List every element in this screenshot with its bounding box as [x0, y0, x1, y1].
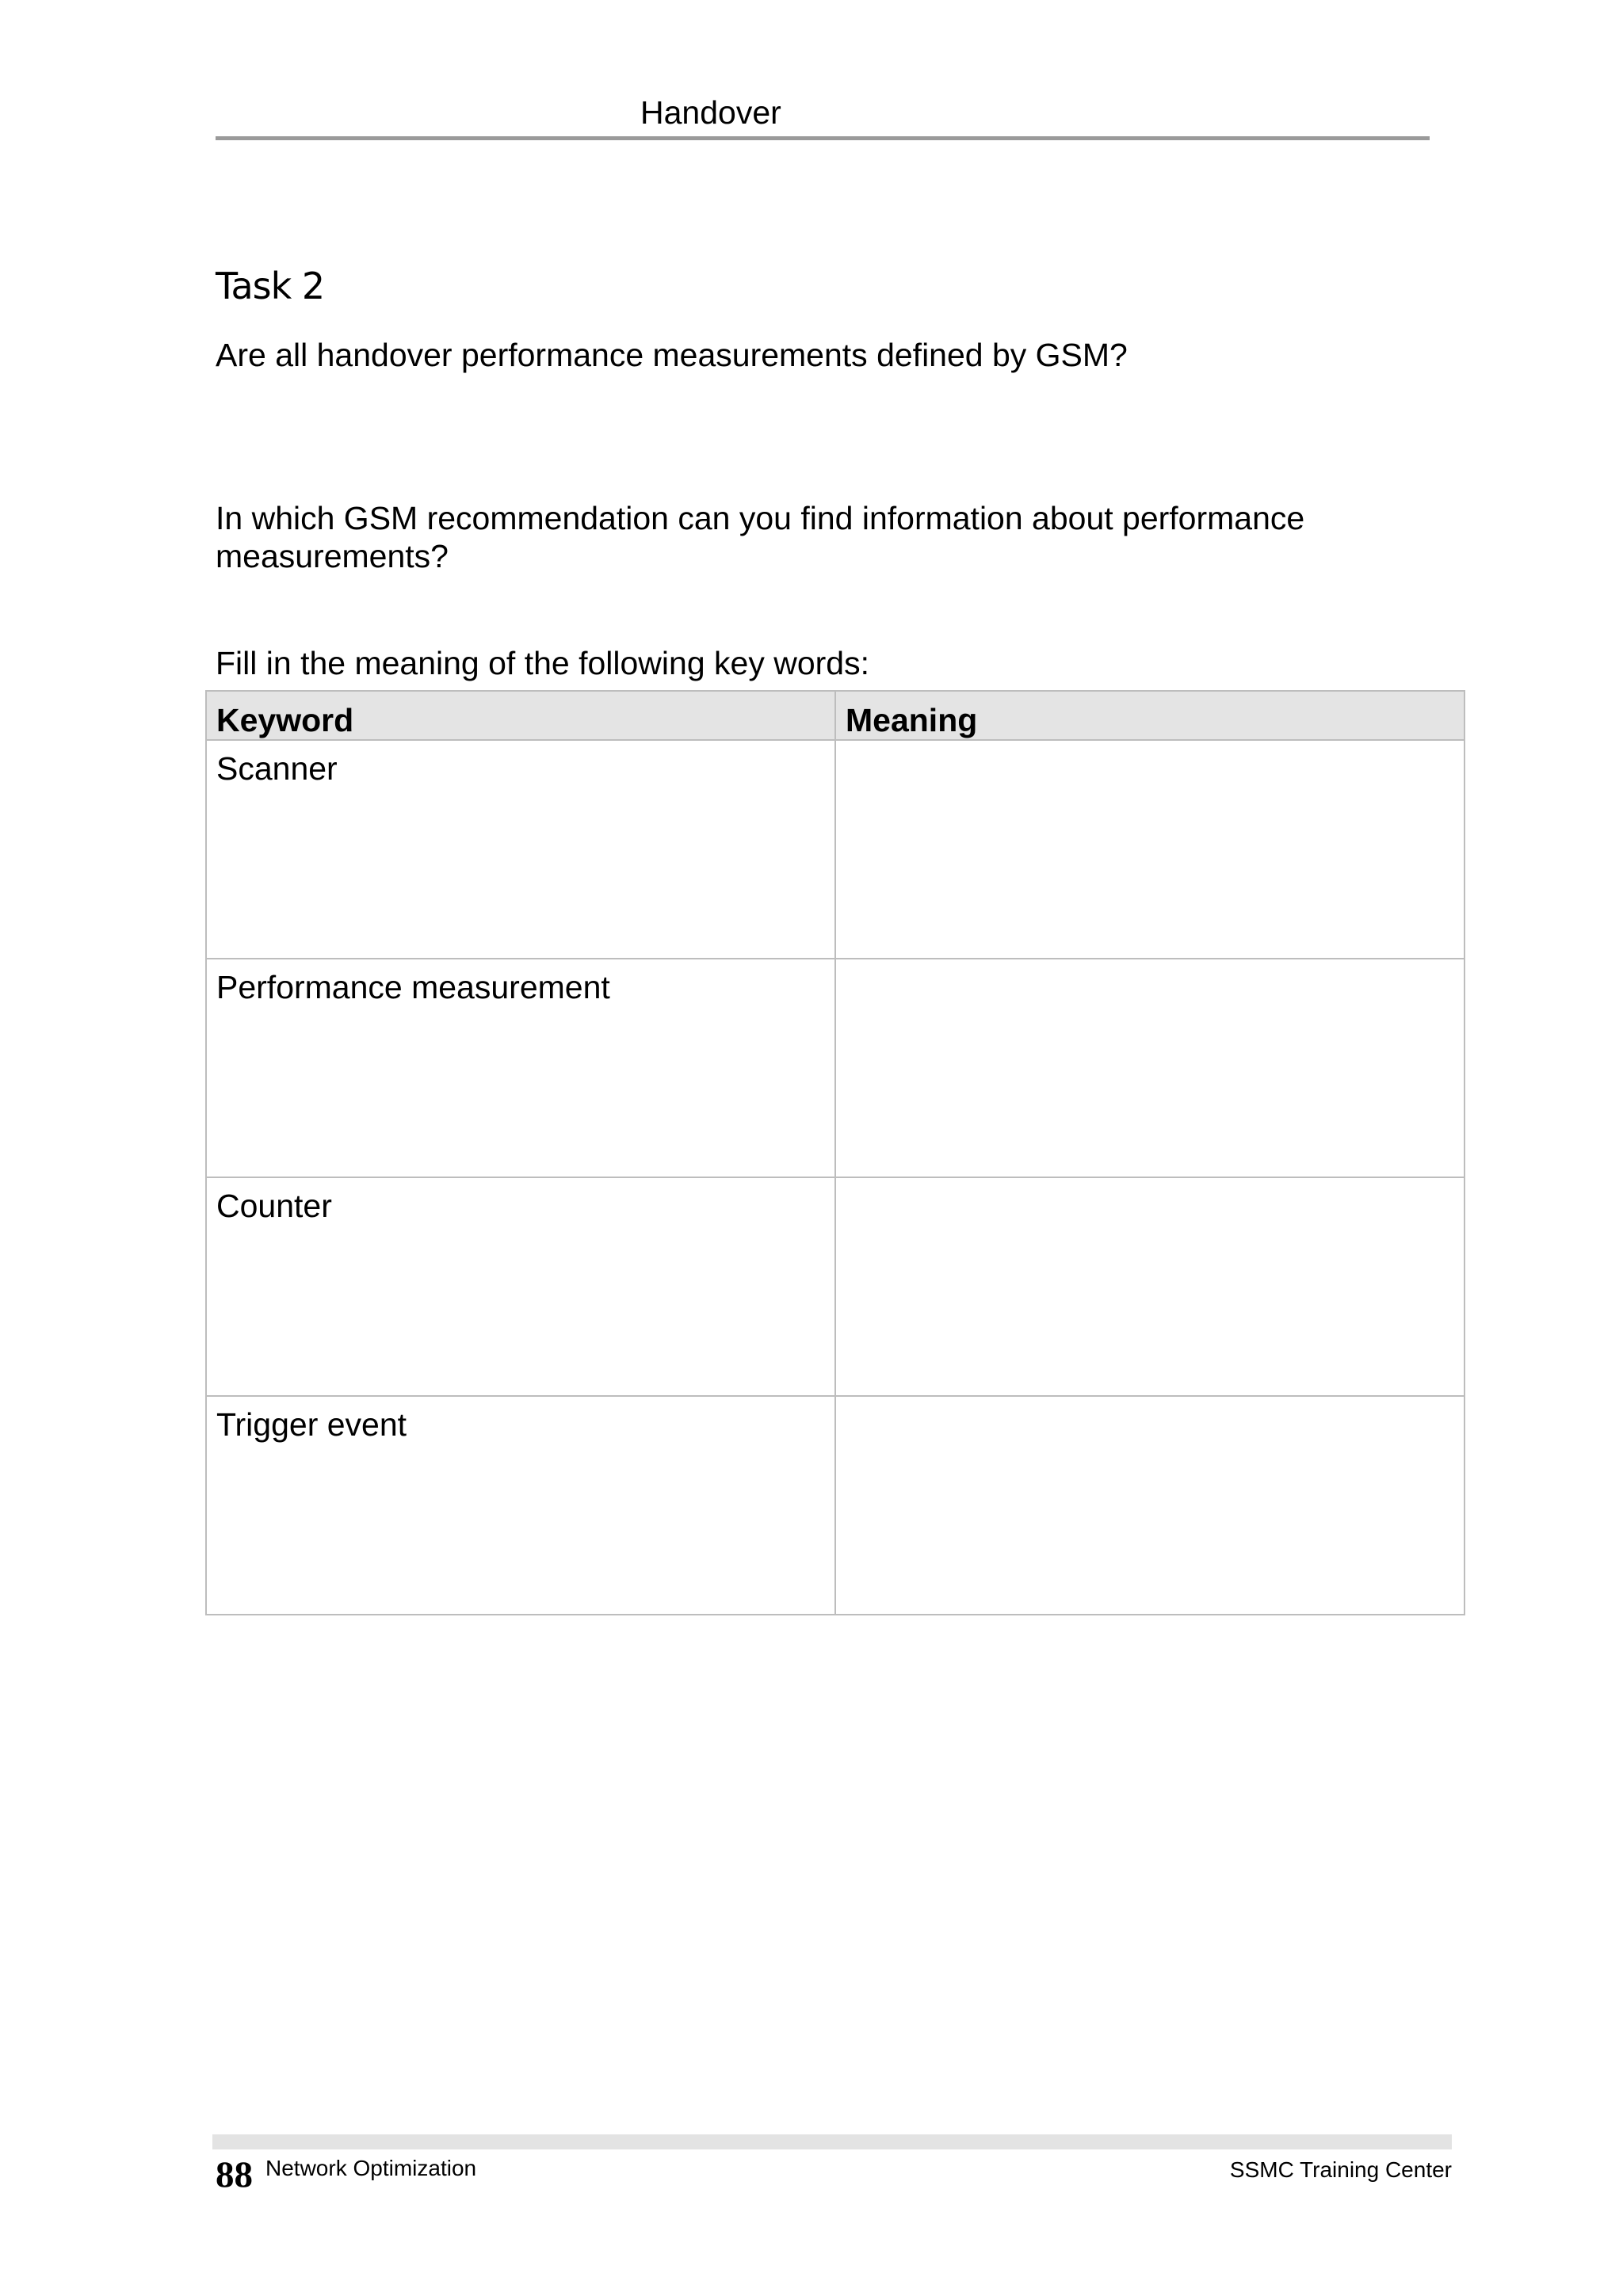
- table-row: [206, 1396, 1465, 1615]
- keyword-cell: Performance measurement: [206, 959, 835, 1177]
- column-header-keyword: Keyword: [206, 691, 835, 740]
- page-header-title: Handover: [640, 94, 781, 131]
- keyword-cell: Scanner: [206, 740, 835, 959]
- keyword-table: [205, 690, 1465, 1615]
- meaning-cell[interactable]: [835, 1396, 1465, 1615]
- footer-course-title: Network Optimization: [265, 2156, 477, 2180]
- table-row: [206, 959, 1465, 1177]
- keyword-cell: Counter: [206, 1177, 835, 1396]
- table-header-row: [206, 691, 1465, 740]
- table-row: [206, 1177, 1465, 1396]
- question-2: [216, 499, 1304, 575]
- question-2-line-2: measurements?: [216, 538, 449, 574]
- footer-organization: SSMC Training Center: [1229, 2157, 1452, 2182]
- meaning-cell[interactable]: [835, 740, 1465, 959]
- table-instruction: Fill in the meaning of the following key words:: [216, 645, 869, 681]
- table-row: [206, 740, 1465, 959]
- keyword-cell: Trigger event: [206, 1396, 835, 1615]
- question-2-line-1: In which GSM recommendation can you find information about performance: [216, 500, 1305, 536]
- question-1: Are all handover performance measurements defined by GSM?: [216, 337, 1128, 373]
- meaning-cell[interactable]: [835, 1177, 1465, 1396]
- column-header-meaning: Meaning: [835, 691, 1465, 740]
- page-number: 88: [216, 2154, 253, 2195]
- footer-bar: [212, 2134, 1452, 2149]
- meaning-cell[interactable]: [835, 959, 1465, 1177]
- header-divider: [216, 136, 1430, 140]
- task-heading: Task 2: [216, 265, 325, 307]
